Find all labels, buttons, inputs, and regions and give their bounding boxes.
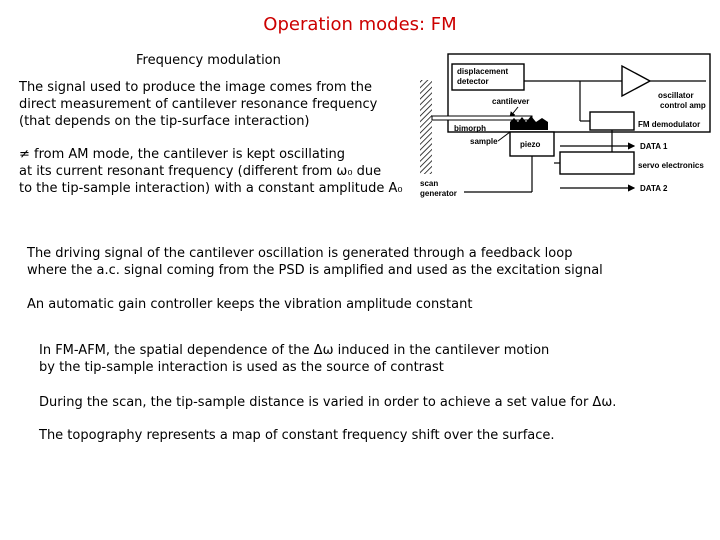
text-line: The signal used to produce the image comes from the	[19, 80, 372, 95]
text-line: to the tip-sample interaction) with a constant amplitude A₀	[19, 181, 403, 196]
text-line: ≠ from AM mode, the cantilever is kept oscillating	[19, 147, 346, 162]
cantilever-label: cantilever	[492, 97, 530, 106]
oscillator-label: oscillator	[658, 91, 694, 100]
displacement-label: displacement	[457, 67, 509, 76]
text-line: where the a.c. signal coming from the PSD is amplified and used as the excitation signal	[27, 263, 603, 278]
text-line: In FM-AFM, the spatial dependence of the Δω induced in the cantilever motion	[39, 343, 550, 358]
sample-label: sample	[470, 137, 498, 146]
control-amp-label: control amp	[660, 101, 706, 110]
data2-label: DATA 2	[640, 184, 668, 193]
paragraph-topography: The topography represents a map of constant frequency shift over the surface.	[39, 428, 555, 443]
sample-pointer	[498, 132, 510, 141]
fm-afm-block-diagram	[410, 52, 716, 212]
fm-demodulator-box	[590, 112, 634, 130]
scan-label: scan	[420, 179, 439, 188]
piezo-label: piezo	[520, 140, 541, 149]
text-line: by the tip-sample interaction is used as the source of contrast	[39, 360, 444, 375]
paragraph-signal-source	[19, 79, 377, 130]
text-line: The driving signal of the cantilever oscillation is generated through a feedback loop	[27, 246, 573, 261]
text-line: direct measurement of cantilever resonance frequency	[19, 97, 378, 112]
bimorph-label: bimorph	[454, 124, 486, 133]
paragraph-am-difference	[19, 146, 403, 197]
hatched-wall	[420, 80, 432, 174]
paragraph-gain-controller: An automatic gain controller keeps the vibration amplitude constant	[27, 297, 473, 312]
subtitle: Frequency modulation	[136, 53, 281, 68]
paragraph-contrast-source	[39, 342, 549, 376]
paragraph-scan-distance: During the scan, the tip-sample distance is varied in order to achieve a set value for Δω.	[39, 395, 617, 410]
generator-label: generator	[420, 189, 457, 198]
oscillator-amp-symbol	[622, 66, 650, 96]
servo-electronics-label: servo electronics	[638, 161, 704, 170]
servo-electronics-box	[560, 152, 634, 174]
text-line: (that depends on the tip-surface interaction)	[19, 114, 310, 129]
detector-label: detector	[457, 77, 489, 86]
fm-demodulator-label: FM demodulator	[638, 120, 701, 129]
cantilever-beam	[432, 116, 532, 120]
page-title: Operation modes: FM	[263, 14, 457, 35]
paragraph-feedback-loop	[27, 245, 603, 279]
data1-label: DATA 1	[640, 142, 668, 151]
text-line: at its current resonant frequency (different from ω₀ due	[19, 164, 382, 179]
